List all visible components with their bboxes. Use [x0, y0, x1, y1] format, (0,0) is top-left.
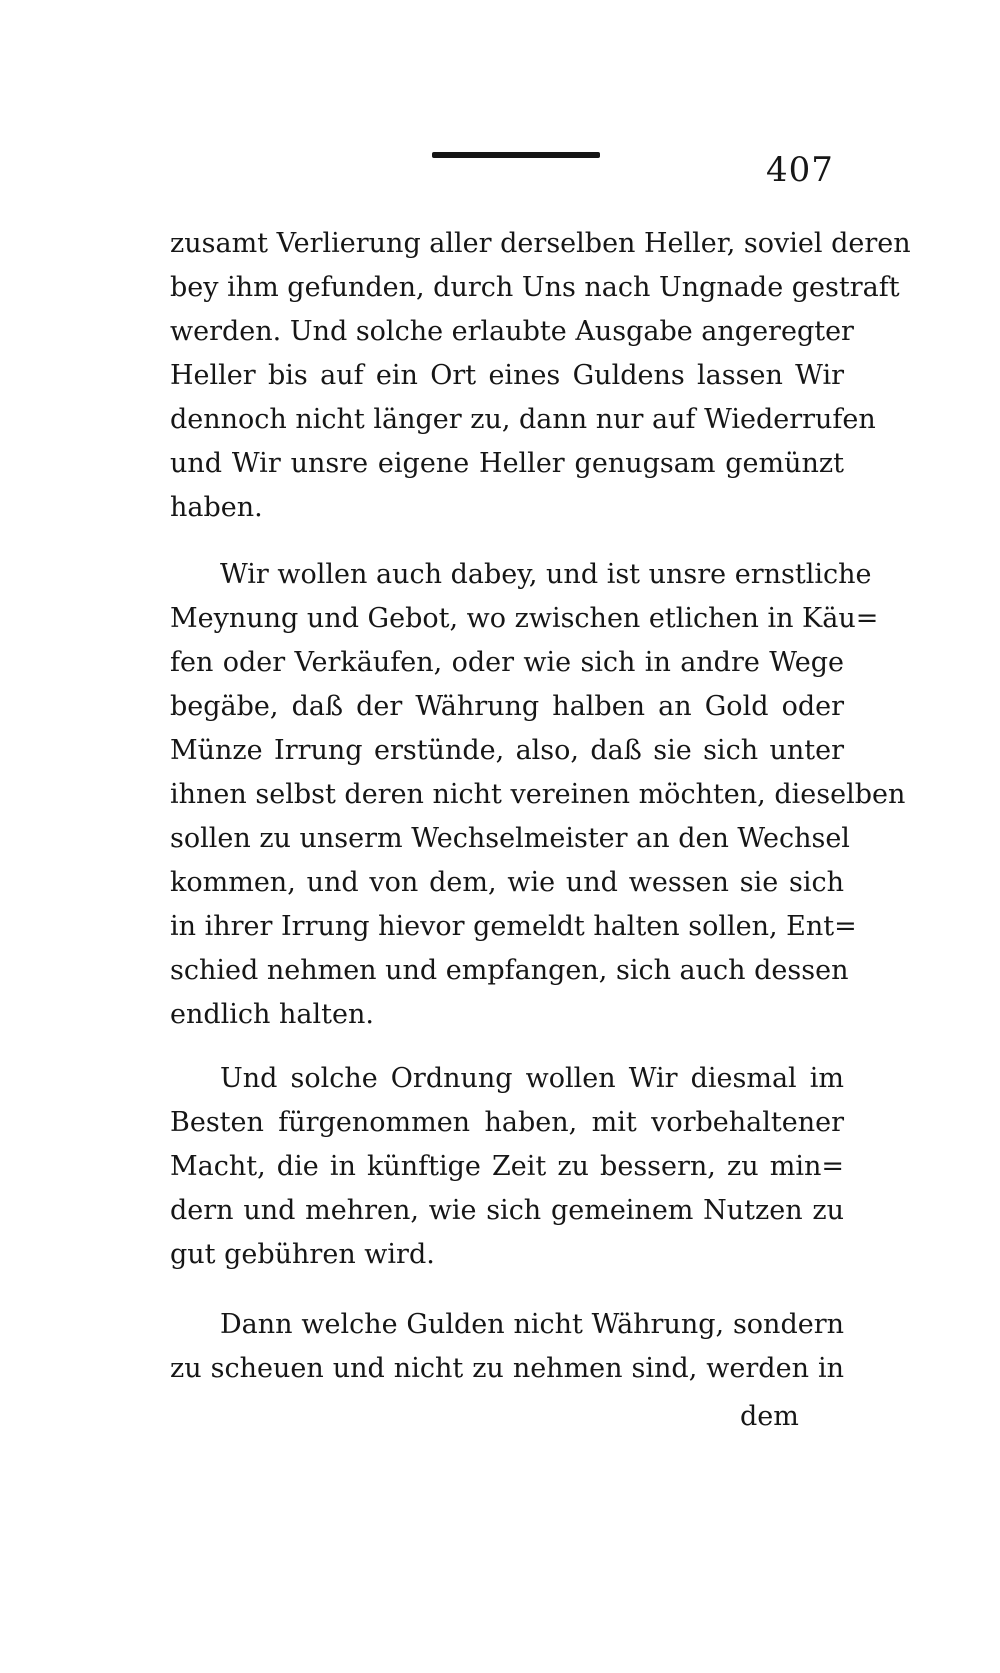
text-line: bey ihm gefunden, durch Uns nach Ungnade gestraft: [170, 272, 900, 303]
text-line: Besten fürgenommen haben, mit vorbehaltener: [170, 1107, 844, 1138]
text-line: in ihrer Irrung hievor gemeldt halten sollen, Ent=: [170, 911, 857, 942]
header-rule: [432, 152, 600, 158]
paragraph-4: [170, 1303, 844, 1391]
text-line: Und solche Ordnung wollen Wir diesmal im: [220, 1063, 844, 1094]
paragraph-3: [170, 1057, 844, 1277]
text-line: kommen, und von dem, wie und wessen sie sich: [170, 867, 844, 898]
text-line: Heller bis auf ein Ort eines Guldens lassen Wir: [170, 360, 844, 391]
text-line: endlich halten.: [170, 999, 374, 1030]
paragraph-2: [170, 553, 906, 1037]
text-line: und Wir unsre eigene Heller genugsam gemünzt: [170, 448, 844, 479]
text-line: dern und mehren, wie sich gemeinem Nutzen zu: [170, 1195, 844, 1226]
text-line: Münze Irrung erstünde, also, daß sie sich unter: [170, 735, 844, 766]
text-line: begäbe, daß der Währung halben an Gold oder: [170, 691, 844, 722]
text-line: schied nehmen und empfangen, sich auch dessen: [170, 955, 849, 986]
text-line: Macht, die in künftige Zeit zu bessern, zu min=: [170, 1151, 844, 1182]
text-line: ihnen selbst deren nicht vereinen möchten, dieselben: [170, 779, 906, 810]
text-line: fen oder Verkäufen, oder wie sich in andre Wege: [170, 647, 844, 678]
text-line: haben.: [170, 492, 263, 523]
text-line: werden. Und solche erlaubte Ausgabe angeregter: [170, 316, 854, 347]
text-line: zu scheuen und nicht zu nehmen sind, werden in: [170, 1353, 844, 1384]
text-line: gut gebühren wird.: [170, 1239, 435, 1270]
text-line: zusamt Verlierung aller derselben Heller, soviel deren: [170, 228, 911, 259]
page-number: 407: [766, 150, 834, 190]
text-line: Meynung und Gebot, wo zwischen etlichen in Käu=: [170, 603, 879, 634]
text-line: dennoch nicht länger zu, dann nur auf Wiederrufen: [170, 404, 876, 435]
catchword: dem: [740, 1401, 799, 1432]
paragraph-1: [170, 222, 911, 530]
text-line: Wir wollen auch dabey, und ist unsre ernstliche: [220, 559, 872, 590]
text-line: sollen zu unserm Wechselmeister an den Wechsel: [170, 823, 850, 854]
text-line: Dann welche Gulden nicht Währung, sondern: [220, 1309, 844, 1340]
